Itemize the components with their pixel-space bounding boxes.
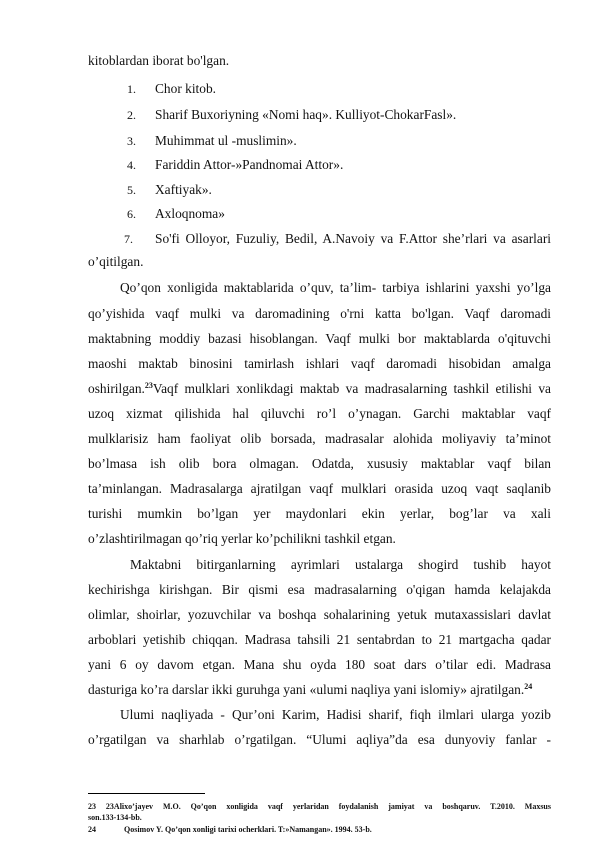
list-number: 6.: [127, 207, 136, 221]
text-line: Qo’qon xonligida maktablarida o’quv, ta’lim- tarbiya ishlarini yaxshi yo’lga: [120, 280, 551, 295]
list-item: Xaftiyak».: [155, 182, 212, 197]
footnote-23: 23 23Alixo’jayev M.O. Qo’qon xonligida vaqf yerlaridan foydalanish jamiyat va boshqaruv. T.2010. Maxsus: [88, 802, 551, 811]
footnote-23-continuation: son.133-134-bb.: [88, 813, 142, 822]
list-number: 2.: [127, 108, 136, 122]
list-number: 1.: [127, 82, 136, 96]
text-line: turishi mumkin bo’lgan yer maydonlari ekin yerlar, bog’lar va xali: [88, 506, 551, 521]
footnote-24: Qosimov Y. Qo’qon xonligi tarixi ocherklari. T:»Namangan». 1994. 53-b.: [124, 825, 372, 834]
text-line: mulklarisiz ham faoliyat olib borsada, madrasalar alohida moliyaviy ta’minot: [88, 431, 551, 446]
text-line: ta’minlangan. Madrasalarga ajratilgan vaqf mulklari orasida uzoq vaqt saqlanib: [88, 481, 551, 496]
text-line: maoshi maktab binosini tamirlash ishlari vaqf daromadi hisobidan amalga: [88, 356, 551, 371]
intro-line: kitoblardan iborat bo'lgan.: [88, 53, 230, 68]
text-line: uzoq xizmat qilishida hal qiluvchi ro’l o’ynagan. Garchi maktablar vaqf: [88, 406, 551, 421]
list-item: Muhimmat ul -muslimin».: [155, 133, 297, 148]
text-line: qo’yishida vaqf mulki va daromadining o'rni katta bo'lgan. Vaqf daromadi: [88, 306, 551, 321]
text-line: dasturiga ko’ra darslar ikki guruhga yani «ulumi naqliya yani islomiy» ajratilgan.$^{24}$: [88, 682, 533, 697]
text-line: Ulumi naqliyada - Qur’oni Karim, Hadisi sharif, fiqh ilmlari ularga yozib: [120, 707, 551, 722]
list-number: 4.: [127, 158, 136, 172]
list-item: Fariddin Attor-»Pandnomai Attor».: [155, 157, 344, 172]
text-line: kechirishga kirishgan. Bir qismi esa madrasalarning o'qigan hamda kelajakda: [88, 582, 551, 597]
list-item-continuation: o’qitilgan.: [88, 254, 144, 269]
footnote-24-number: 24: [88, 825, 96, 834]
text-line: Maktabni bitirganlarning ayrimlari ustalarga shogird tushib hayot: [130, 557, 551, 572]
text-line: bo’lmasa ish olib bora olmagan. Odatda, xususiy maktablar vaqf bilan: [88, 456, 551, 471]
list-item: Axloqnoma»: [155, 206, 225, 221]
list-item: Chor kitob.: [155, 81, 217, 96]
footnote-ref-24[interactable]: 24: [524, 682, 533, 691]
text-line: o’zlashtirilmagan qo’riq yerlar ko’pchilikni tashkil etgan.: [88, 531, 396, 546]
list-item: Sharif Buxoriyning «Nomi haq». Kulliyot-ChokarFasl».: [155, 107, 457, 122]
text-line: o’rgatilgan va sharhlab o’rgatilgan. “Ulumi aqliya”da esa dunyoviy fanlar -: [88, 732, 551, 747]
text-line: arboblari yetishib chiqqan. Madrasa tahsili 21 sentabrdan to 21 martgacha qadar: [88, 632, 551, 647]
list-number: 5.: [127, 183, 136, 197]
text-line: olimlar, shoirlar, yozuvchilar va boshqa sohalarining yetuk mutaxassislari davlat: [88, 607, 551, 622]
text-line: maktabning moddiy bazasi hisoblangan. Vaqf mulki bor maktablarda o'qituvchi: [88, 331, 551, 346]
footnote-ref-23[interactable]: 23: [144, 381, 153, 390]
text-line: oshirilgan.$^{23}$Vaqf mulklari xonlikdagi maktab va madrasalarning tashkil etilishi va: [88, 381, 551, 396]
list-item: So'fi Olloyor, Fuzuliy, Bedil, A.Navoiy va F.Attor she’rlari va asarlari: [155, 231, 551, 246]
text-line: yani 6 oy davom etgan. Mana shu oyda 180 soat dars o’tilar edi. Madrasa: [88, 657, 551, 672]
list-number: 7.: [124, 232, 133, 246]
list-number: 3.: [127, 134, 136, 148]
footnote-divider: [88, 793, 205, 794]
